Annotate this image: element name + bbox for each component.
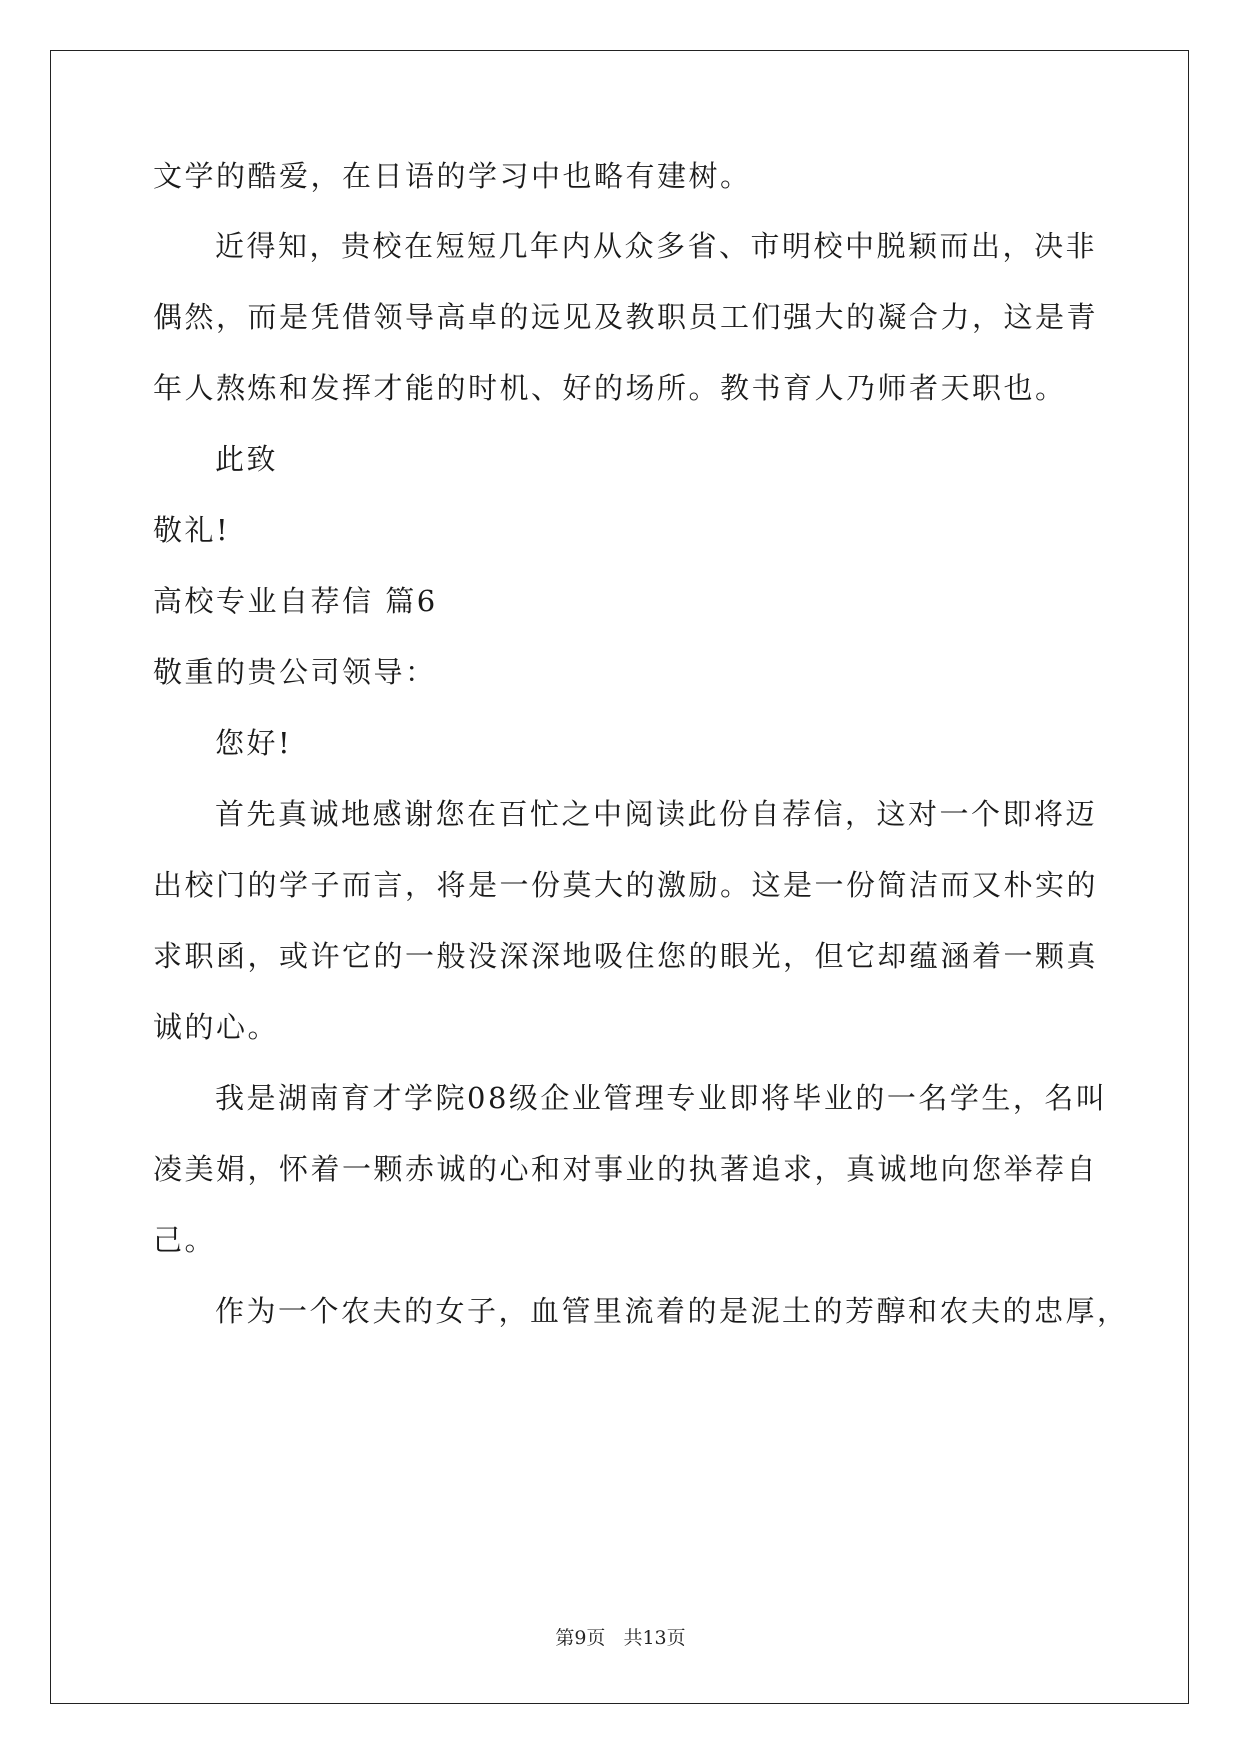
greeting: 敬重的贵公司领导： bbox=[153, 655, 437, 689]
paragraph-line: 己。 bbox=[153, 1223, 217, 1257]
paragraph-line: 出校门的学子而言，将是一份莫大的激励。这是一份简洁而又朴实的 bbox=[153, 868, 1099, 902]
paragraph-line: 近得知，贵校在短短几年内从众多省、市明校中脱颖而出，决非 bbox=[215, 229, 1098, 263]
closing-regards: 敬礼! bbox=[153, 513, 231, 547]
greeting-hello: 您好! bbox=[215, 726, 293, 760]
page-total: 共13页 bbox=[623, 1627, 686, 1649]
paragraph-line: 求职函，或许它的一般没深深地吸住您的眼光，但它却蕴涵着一颗真 bbox=[153, 939, 1099, 973]
page-footer bbox=[0, 1623, 1241, 1650]
paragraph-line: 凌美娟，怀着一颗赤诚的心和对事业的执著追求，真诚地向您举荐自 bbox=[153, 1152, 1099, 1186]
paragraph-line: 诚的心。 bbox=[153, 1010, 280, 1044]
section-heading: 高校专业自荐信 篇6 bbox=[153, 584, 438, 618]
closing-salutation: 此致 bbox=[215, 442, 279, 476]
paragraph-line: 偶然，而是凭借领导高卓的远见及教职员工们强大的凝合力，这是青 bbox=[153, 300, 1099, 334]
paragraph-line: 我是湖南育才学院08级企业管理专业即将毕业的一名学生，名叫 bbox=[215, 1081, 1108, 1115]
paragraph-line: 年人熬炼和发挥才能的时机、好的场所。教书育人乃师者天职也。 bbox=[153, 371, 1067, 405]
paragraph-line: 作为一个农夫的女子，血管里流着的是泥土的芳醇和农夫的忠厚， bbox=[215, 1294, 1129, 1328]
paragraph-line: 首先真诚地感谢您在百忙之中阅读此份自荐信，这对一个即将迈 bbox=[215, 797, 1098, 831]
paragraph-line: 文学的酷爱，在日语的学习中也略有建树。 bbox=[153, 159, 752, 193]
page-number: 第9页 bbox=[555, 1627, 606, 1649]
